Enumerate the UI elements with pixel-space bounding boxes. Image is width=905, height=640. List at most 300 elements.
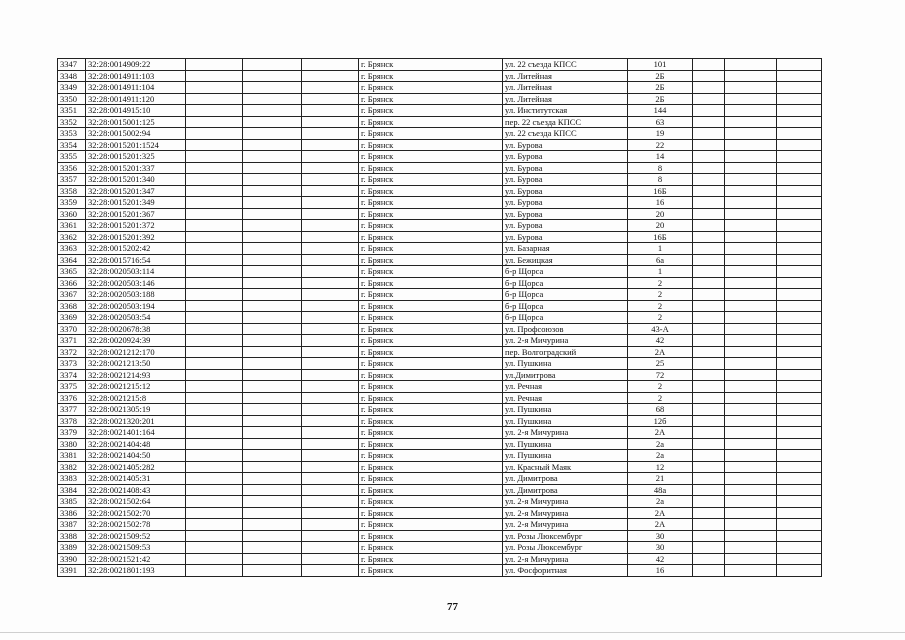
house-number-cell: 2а	[628, 438, 693, 450]
city-cell: г. Брянск	[359, 312, 503, 324]
street-cell: ул. Литейная	[503, 93, 628, 105]
empty-cell	[243, 369, 302, 381]
empty-cell	[302, 542, 359, 554]
street-cell: б-р Щорса	[503, 312, 628, 324]
city-cell: г. Брянск	[359, 438, 503, 450]
city-cell: г. Брянск	[359, 208, 503, 220]
empty-cell	[302, 174, 359, 186]
empty-cell	[777, 105, 822, 117]
house-number-cell: 42	[628, 553, 693, 565]
row-number-cell: 3354	[58, 139, 86, 151]
cadastral-number-cell: 32:28:0015201:337	[86, 162, 186, 174]
empty-cell	[186, 116, 243, 128]
empty-cell	[725, 59, 777, 71]
empty-cell	[302, 427, 359, 439]
empty-cell	[693, 427, 725, 439]
cadastral-number-cell: 32:28:0021213:50	[86, 358, 186, 370]
empty-cell	[186, 105, 243, 117]
empty-cell	[186, 185, 243, 197]
empty-cell	[777, 300, 822, 312]
empty-cell	[186, 358, 243, 370]
empty-cell	[693, 553, 725, 565]
street-cell: ул. Речная	[503, 381, 628, 393]
empty-cell	[725, 323, 777, 335]
city-cell: г. Брянск	[359, 300, 503, 312]
empty-cell	[186, 208, 243, 220]
street-cell: ул. Институтская	[503, 105, 628, 117]
empty-cell	[725, 116, 777, 128]
table-row	[58, 243, 822, 255]
empty-cell	[302, 105, 359, 117]
empty-cell	[693, 404, 725, 416]
empty-cell	[186, 162, 243, 174]
street-cell: ул. Пушкина	[503, 438, 628, 450]
house-number-cell: 101	[628, 59, 693, 71]
empty-cell	[725, 289, 777, 301]
empty-cell	[693, 415, 725, 427]
street-cell: ул. 2-я Мичурина	[503, 496, 628, 508]
empty-cell	[186, 335, 243, 347]
table-row	[58, 151, 822, 163]
house-number-cell: 2А	[628, 507, 693, 519]
empty-cell	[777, 496, 822, 508]
house-number-cell: 2	[628, 381, 693, 393]
table-row	[58, 507, 822, 519]
row-number-cell: 3391	[58, 565, 86, 577]
cadastral-number-cell: 32:28:0014909:22	[86, 59, 186, 71]
street-cell: ул. Бурова	[503, 174, 628, 186]
empty-cell	[777, 289, 822, 301]
row-number-cell: 3381	[58, 450, 86, 462]
house-number-cell: 20	[628, 208, 693, 220]
table-row	[58, 197, 822, 209]
city-cell: г. Брянск	[359, 151, 503, 163]
empty-cell	[186, 473, 243, 485]
empty-cell	[302, 151, 359, 163]
table-row	[58, 266, 822, 278]
empty-cell	[693, 392, 725, 404]
empty-cell	[777, 243, 822, 255]
empty-cell	[302, 243, 359, 255]
empty-cell	[725, 254, 777, 266]
empty-cell	[693, 507, 725, 519]
house-number-cell: 2	[628, 312, 693, 324]
empty-cell	[186, 484, 243, 496]
empty-cell	[693, 254, 725, 266]
empty-cell	[693, 358, 725, 370]
city-cell: г. Брянск	[359, 358, 503, 370]
empty-cell	[777, 427, 822, 439]
empty-cell	[777, 392, 822, 404]
street-cell: ул. Профсоюзов	[503, 323, 628, 335]
empty-cell	[243, 415, 302, 427]
cadastral-number-cell: 32:28:0015716:54	[86, 254, 186, 266]
empty-cell	[777, 197, 822, 209]
house-number-cell: 2	[628, 289, 693, 301]
empty-cell	[243, 381, 302, 393]
table-row	[58, 174, 822, 186]
empty-cell	[725, 415, 777, 427]
row-number-cell: 3361	[58, 220, 86, 232]
empty-cell	[693, 220, 725, 232]
row-number-cell: 3353	[58, 128, 86, 140]
empty-cell	[693, 346, 725, 358]
empty-cell	[302, 93, 359, 105]
cadastral-number-cell: 32:28:0020924:39	[86, 335, 186, 347]
house-number-cell: 72	[628, 369, 693, 381]
street-cell: ул. 22 съезда КПСС	[503, 128, 628, 140]
empty-cell	[693, 461, 725, 473]
table-row	[58, 231, 822, 243]
empty-cell	[243, 105, 302, 117]
empty-cell	[777, 530, 822, 542]
house-number-cell: 16	[628, 197, 693, 209]
empty-cell	[725, 519, 777, 531]
empty-cell	[186, 82, 243, 94]
empty-cell	[186, 427, 243, 439]
empty-cell	[302, 231, 359, 243]
row-number-cell: 3383	[58, 473, 86, 485]
empty-cell	[243, 450, 302, 462]
empty-cell	[186, 128, 243, 140]
row-number-cell: 3363	[58, 243, 86, 255]
empty-cell	[302, 335, 359, 347]
table-row	[58, 185, 822, 197]
empty-cell	[725, 82, 777, 94]
cadastral-number-cell: 32:28:0020503:114	[86, 266, 186, 278]
empty-cell	[777, 82, 822, 94]
street-cell: ул. 2-я Мичурина	[503, 519, 628, 531]
empty-cell	[302, 266, 359, 278]
empty-cell	[243, 519, 302, 531]
empty-cell	[186, 266, 243, 278]
empty-cell	[777, 461, 822, 473]
table-row	[58, 381, 822, 393]
empty-cell	[302, 220, 359, 232]
empty-cell	[725, 438, 777, 450]
empty-cell	[186, 415, 243, 427]
empty-cell	[302, 116, 359, 128]
street-cell: ул. Базарная	[503, 243, 628, 255]
empty-cell	[186, 231, 243, 243]
empty-cell	[186, 553, 243, 565]
street-cell: ул. 2-я Мичурина	[503, 335, 628, 347]
empty-cell	[777, 93, 822, 105]
empty-cell	[186, 70, 243, 82]
empty-cell	[725, 243, 777, 255]
table-row	[58, 59, 822, 71]
city-cell: г. Брянск	[359, 565, 503, 577]
empty-cell	[302, 70, 359, 82]
row-number-cell: 3377	[58, 404, 86, 416]
empty-cell	[693, 93, 725, 105]
empty-cell	[777, 116, 822, 128]
empty-cell	[693, 473, 725, 485]
city-cell: г. Брянск	[359, 461, 503, 473]
empty-cell	[243, 254, 302, 266]
city-cell: г. Брянск	[359, 197, 503, 209]
empty-cell	[302, 162, 359, 174]
house-number-cell: 2	[628, 392, 693, 404]
empty-cell	[302, 185, 359, 197]
row-number-cell: 3382	[58, 461, 86, 473]
empty-cell	[243, 128, 302, 140]
cadastral-number-cell: 32:28:0014915:10	[86, 105, 186, 117]
street-cell: ул. Литейная	[503, 82, 628, 94]
house-number-cell: 8	[628, 162, 693, 174]
table-row	[58, 93, 822, 105]
house-number-cell: 144	[628, 105, 693, 117]
empty-cell	[725, 185, 777, 197]
row-number-cell: 3390	[58, 553, 86, 565]
table-row	[58, 519, 822, 531]
empty-cell	[693, 82, 725, 94]
table-row	[58, 404, 822, 416]
city-cell: г. Брянск	[359, 542, 503, 554]
empty-cell	[186, 220, 243, 232]
empty-cell	[243, 93, 302, 105]
empty-cell	[693, 59, 725, 71]
empty-cell	[777, 438, 822, 450]
city-cell: г. Брянск	[359, 185, 503, 197]
table-row	[58, 461, 822, 473]
street-cell: ул. Красный Маяк	[503, 461, 628, 473]
row-number-cell: 3386	[58, 507, 86, 519]
table-row	[58, 82, 822, 94]
empty-cell	[725, 427, 777, 439]
street-cell: ул. Пушкина	[503, 358, 628, 370]
empty-cell	[777, 450, 822, 462]
empty-cell	[777, 266, 822, 278]
empty-cell	[302, 312, 359, 324]
empty-cell	[302, 484, 359, 496]
empty-cell	[302, 346, 359, 358]
empty-cell	[302, 450, 359, 462]
house-number-cell: 2Б	[628, 70, 693, 82]
street-cell: ул. 2-я Мичурина	[503, 553, 628, 565]
city-cell: г. Брянск	[359, 254, 503, 266]
street-cell: ул. Бурова	[503, 220, 628, 232]
cadastral-number-cell: 32:28:0014911:104	[86, 82, 186, 94]
empty-cell	[243, 185, 302, 197]
table-row	[58, 220, 822, 232]
empty-cell	[693, 335, 725, 347]
empty-cell	[302, 473, 359, 485]
empty-cell	[243, 404, 302, 416]
empty-cell	[777, 312, 822, 324]
table-row	[58, 277, 822, 289]
row-number-cell: 3351	[58, 105, 86, 117]
street-cell: ул. 2-я Мичурина	[503, 507, 628, 519]
house-number-cell: 8	[628, 174, 693, 186]
empty-cell	[777, 254, 822, 266]
empty-cell	[302, 381, 359, 393]
house-number-cell: 12б	[628, 415, 693, 427]
empty-cell	[302, 507, 359, 519]
empty-cell	[777, 381, 822, 393]
house-number-cell: 16Б	[628, 231, 693, 243]
row-number-cell: 3350	[58, 93, 86, 105]
house-number-cell: 2а	[628, 496, 693, 508]
empty-cell	[243, 162, 302, 174]
empty-cell	[243, 392, 302, 404]
empty-cell	[243, 208, 302, 220]
row-number-cell: 3347	[58, 59, 86, 71]
cadastral-number-cell: 32:28:0021502:64	[86, 496, 186, 508]
empty-cell	[725, 197, 777, 209]
city-cell: г. Брянск	[359, 220, 503, 232]
table-row	[58, 105, 822, 117]
table-row	[58, 70, 822, 82]
empty-cell	[777, 162, 822, 174]
cadastral-number-cell: 32:28:0020503:188	[86, 289, 186, 301]
city-cell: г. Брянск	[359, 427, 503, 439]
cadastral-number-cell: 32:28:0021214:93	[86, 369, 186, 381]
row-number-cell: 3376	[58, 392, 86, 404]
empty-cell	[186, 381, 243, 393]
empty-cell	[777, 59, 822, 71]
house-number-cell: 20	[628, 220, 693, 232]
row-number-cell: 3387	[58, 519, 86, 531]
table-row	[58, 116, 822, 128]
empty-cell	[725, 208, 777, 220]
empty-cell	[725, 346, 777, 358]
empty-cell	[243, 300, 302, 312]
house-number-cell: 48а	[628, 484, 693, 496]
city-cell: г. Брянск	[359, 473, 503, 485]
table-row	[58, 392, 822, 404]
empty-cell	[186, 404, 243, 416]
empty-cell	[725, 105, 777, 117]
empty-cell	[693, 450, 725, 462]
city-cell: г. Брянск	[359, 266, 503, 278]
empty-cell	[186, 300, 243, 312]
house-number-cell: 1	[628, 243, 693, 255]
house-number-cell: 2а	[628, 450, 693, 462]
empty-cell	[777, 335, 822, 347]
city-cell: г. Брянск	[359, 484, 503, 496]
empty-cell	[186, 289, 243, 301]
cadastral-number-cell: 32:28:0021404:48	[86, 438, 186, 450]
empty-cell	[725, 473, 777, 485]
table-row	[58, 369, 822, 381]
cadastral-number-cell: 32:28:0021401:164	[86, 427, 186, 439]
cadastral-number-cell: 32:28:0021801:193	[86, 565, 186, 577]
city-cell: г. Брянск	[359, 369, 503, 381]
empty-cell	[725, 404, 777, 416]
row-number-cell: 3356	[58, 162, 86, 174]
empty-cell	[243, 116, 302, 128]
empty-cell	[243, 59, 302, 71]
empty-cell	[243, 277, 302, 289]
empty-cell	[693, 323, 725, 335]
house-number-cell: 14	[628, 151, 693, 163]
empty-cell	[725, 174, 777, 186]
row-number-cell: 3358	[58, 185, 86, 197]
table-row	[58, 312, 822, 324]
empty-cell	[725, 335, 777, 347]
row-number-cell: 3366	[58, 277, 86, 289]
cadastral-number-cell: 32:28:0021521:42	[86, 553, 186, 565]
empty-cell	[186, 507, 243, 519]
scan-edge-line	[0, 632, 905, 633]
city-cell: г. Брянск	[359, 415, 503, 427]
empty-cell	[243, 565, 302, 577]
table-row	[58, 542, 822, 554]
empty-cell	[302, 300, 359, 312]
city-cell: г. Брянск	[359, 139, 503, 151]
empty-cell	[693, 519, 725, 531]
row-number-cell: 3373	[58, 358, 86, 370]
empty-cell	[302, 461, 359, 473]
city-cell: г. Брянск	[359, 277, 503, 289]
row-number-cell: 3369	[58, 312, 86, 324]
row-number-cell: 3355	[58, 151, 86, 163]
house-number-cell: 16Б	[628, 185, 693, 197]
empty-cell	[302, 59, 359, 71]
row-number-cell: 3349	[58, 82, 86, 94]
street-cell: ул. Пушкина	[503, 450, 628, 462]
empty-cell	[725, 496, 777, 508]
empty-cell	[725, 553, 777, 565]
empty-cell	[243, 553, 302, 565]
street-cell: пер. Волгоградский	[503, 346, 628, 358]
empty-cell	[302, 128, 359, 140]
empty-cell	[777, 231, 822, 243]
table-row	[58, 358, 822, 370]
table-row	[58, 335, 822, 347]
empty-cell	[243, 231, 302, 243]
street-cell: ул. Бурова	[503, 231, 628, 243]
empty-cell	[302, 565, 359, 577]
empty-cell	[693, 300, 725, 312]
empty-cell	[302, 519, 359, 531]
street-cell: б-р Щорса	[503, 300, 628, 312]
table-row	[58, 323, 822, 335]
empty-cell	[186, 151, 243, 163]
registry-table-body	[58, 59, 822, 577]
empty-cell	[302, 496, 359, 508]
table-row	[58, 415, 822, 427]
empty-cell	[693, 70, 725, 82]
table-row	[58, 300, 822, 312]
street-cell: ул. Бурова	[503, 185, 628, 197]
row-number-cell: 3352	[58, 116, 86, 128]
empty-cell	[186, 93, 243, 105]
empty-cell	[186, 174, 243, 186]
city-cell: г. Брянск	[359, 392, 503, 404]
empty-cell	[243, 289, 302, 301]
cadastral-number-cell: 32:28:0015201:392	[86, 231, 186, 243]
empty-cell	[725, 358, 777, 370]
table-row	[58, 346, 822, 358]
empty-cell	[302, 82, 359, 94]
empty-cell	[243, 335, 302, 347]
cadastral-number-cell: 32:28:0015201:340	[86, 174, 186, 186]
city-cell: г. Брянск	[359, 553, 503, 565]
empty-cell	[186, 461, 243, 473]
house-number-cell: 16	[628, 565, 693, 577]
empty-cell	[302, 208, 359, 220]
empty-cell	[243, 427, 302, 439]
city-cell: г. Брянск	[359, 116, 503, 128]
street-cell: ул. Пушкина	[503, 415, 628, 427]
street-cell: ул. Бурова	[503, 208, 628, 220]
empty-cell	[777, 507, 822, 519]
row-number-cell: 3388	[58, 530, 86, 542]
row-number-cell: 3365	[58, 266, 86, 278]
empty-cell	[302, 369, 359, 381]
